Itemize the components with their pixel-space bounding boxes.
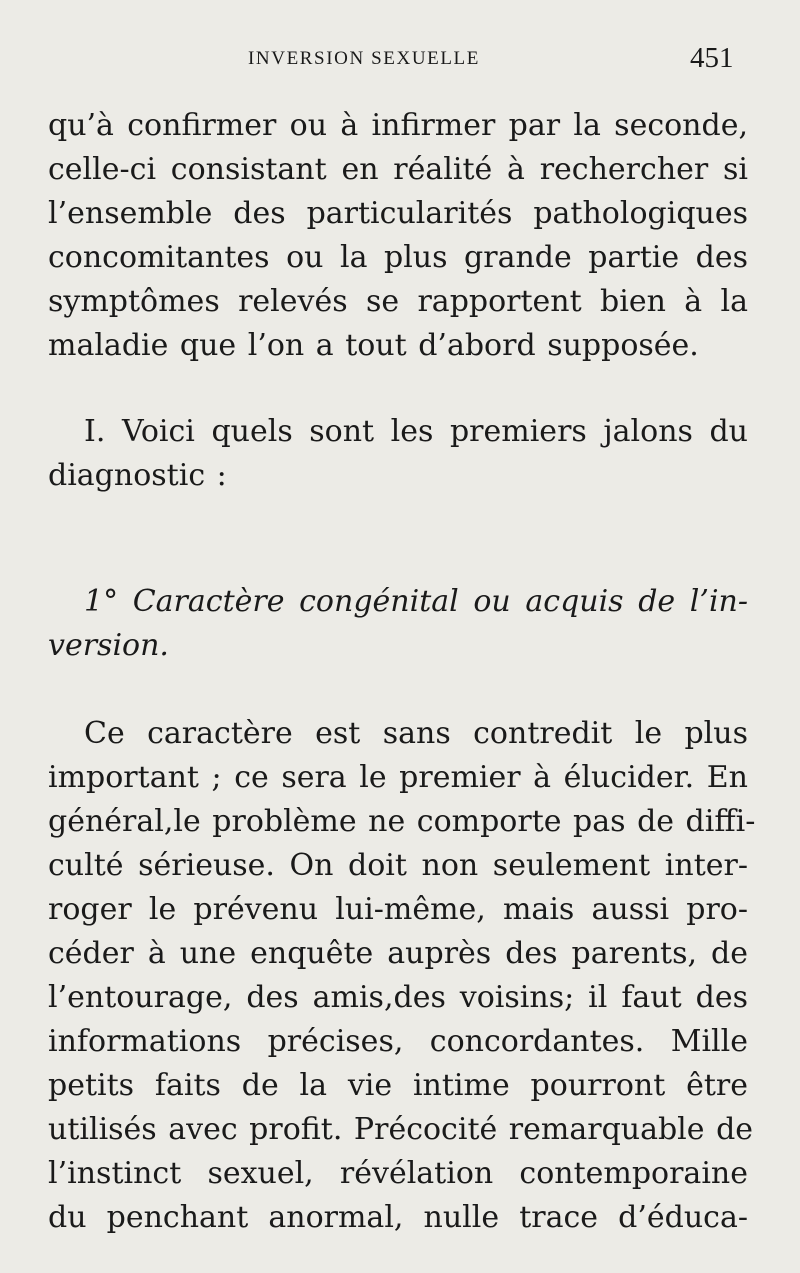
text-line: diagnostic : [48, 458, 227, 493]
text-line: important ; ce sera le premier à élucider. En [48, 760, 748, 795]
page-number: 451 [690, 42, 734, 74]
text-line: roger le prévenu lui-même, mais aussi pro- [48, 892, 748, 927]
heading-line: version. [48, 628, 169, 663]
paragraph-body [48, 712, 756, 1240]
text-line: concomitantes ou la plus grande partie des [48, 240, 748, 275]
text-line: l’entourage, des amis,des voisins; il faut des [48, 980, 748, 1015]
running-title: INVERSION SEXUELLE [248, 48, 480, 69]
paragraph-continuation [48, 104, 748, 368]
text-line: du penchant anormal, nulle trace d’éduca- [48, 1200, 748, 1235]
text-line: maladie que l’on a tout d’abord supposée. [48, 328, 699, 363]
text-line: symptômes relevés se rapportent bien à la [48, 284, 748, 319]
text-line: I. Voici quels sont les premiers jalons du [84, 414, 748, 449]
text-line: petits faits de la vie intime pourront être [48, 1068, 748, 1103]
text-line: celle-ci consistant en réalité à rechercher si [48, 152, 748, 187]
paragraph-diagnostic-intro [48, 410, 748, 498]
text-line: Ce caractère est sans contredit le plus [84, 716, 748, 751]
text-line: informations précises, concordantes. Mille [48, 1024, 748, 1059]
running-header [0, 40, 800, 80]
text-line: l’instinct sexuel, révélation contemporaine [48, 1156, 748, 1191]
text-line: général,le problème ne comporte pas de diffi- [48, 804, 756, 839]
text-line: qu’à confirmer ou à infirmer par la seconde, [48, 108, 748, 143]
text-line: culté sérieuse. On doit non seulement inter- [48, 848, 748, 883]
text-line: céder à une enquête auprès des parents, de [48, 936, 748, 971]
heading-line: 1° Caractère congénital ou acquis de l’in- [84, 584, 748, 619]
text-line: l’ensemble des particularités pathologiques [48, 196, 748, 231]
text-line: utilisés avec profit. Précocité remarquable de [48, 1112, 754, 1147]
section-heading [48, 580, 748, 668]
